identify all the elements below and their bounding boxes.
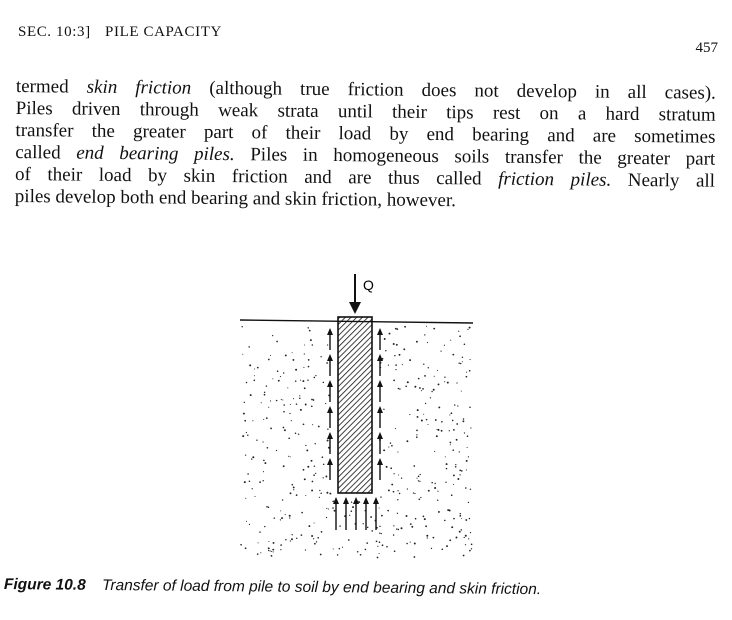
pile-load-transfer-figure: [230, 268, 480, 568]
running-header: [18, 24, 222, 41]
end-bearing-arrows: [333, 497, 379, 530]
load-label-q: Q: [363, 277, 374, 293]
text-run: piles develop both end bearing and skin friction, however.: [14, 185, 457, 212]
text-run: (although true friction does not develop in all cases).: [191, 77, 716, 104]
text-run: Nearly all: [611, 169, 716, 192]
pile-shaft: [338, 317, 372, 493]
text-run: transfer the greater part of their load by end bearing and are sometimes: [15, 119, 716, 148]
italic-term: end bearing piles.: [76, 142, 235, 166]
body-paragraph: [15, 76, 716, 215]
load-arrow: [349, 274, 361, 314]
figure-caption-text: Transfer of load from pile to soil by end bearing and skin friction.: [101, 576, 542, 599]
text-run: termed: [15, 76, 87, 98]
page-number: 457: [695, 40, 718, 56]
italic-term: skin friction: [86, 76, 192, 99]
figure-caption-label: Figure 10.8: [3, 576, 86, 594]
section-title: PILE CAPACITY: [105, 24, 222, 40]
figure-caption: [4, 576, 541, 599]
text-run: of their load by skin friction and are thus called: [14, 163, 499, 190]
text-run: Piles in homogeneous soils transfer the greater part: [234, 144, 716, 170]
section-number: SEC. 10:3]: [18, 24, 91, 40]
text-run: called: [15, 141, 77, 164]
italic-term: friction piles.: [498, 168, 612, 191]
text-run: Piles driven through weak strata until their tips rest on a hard stratum: [15, 97, 716, 126]
